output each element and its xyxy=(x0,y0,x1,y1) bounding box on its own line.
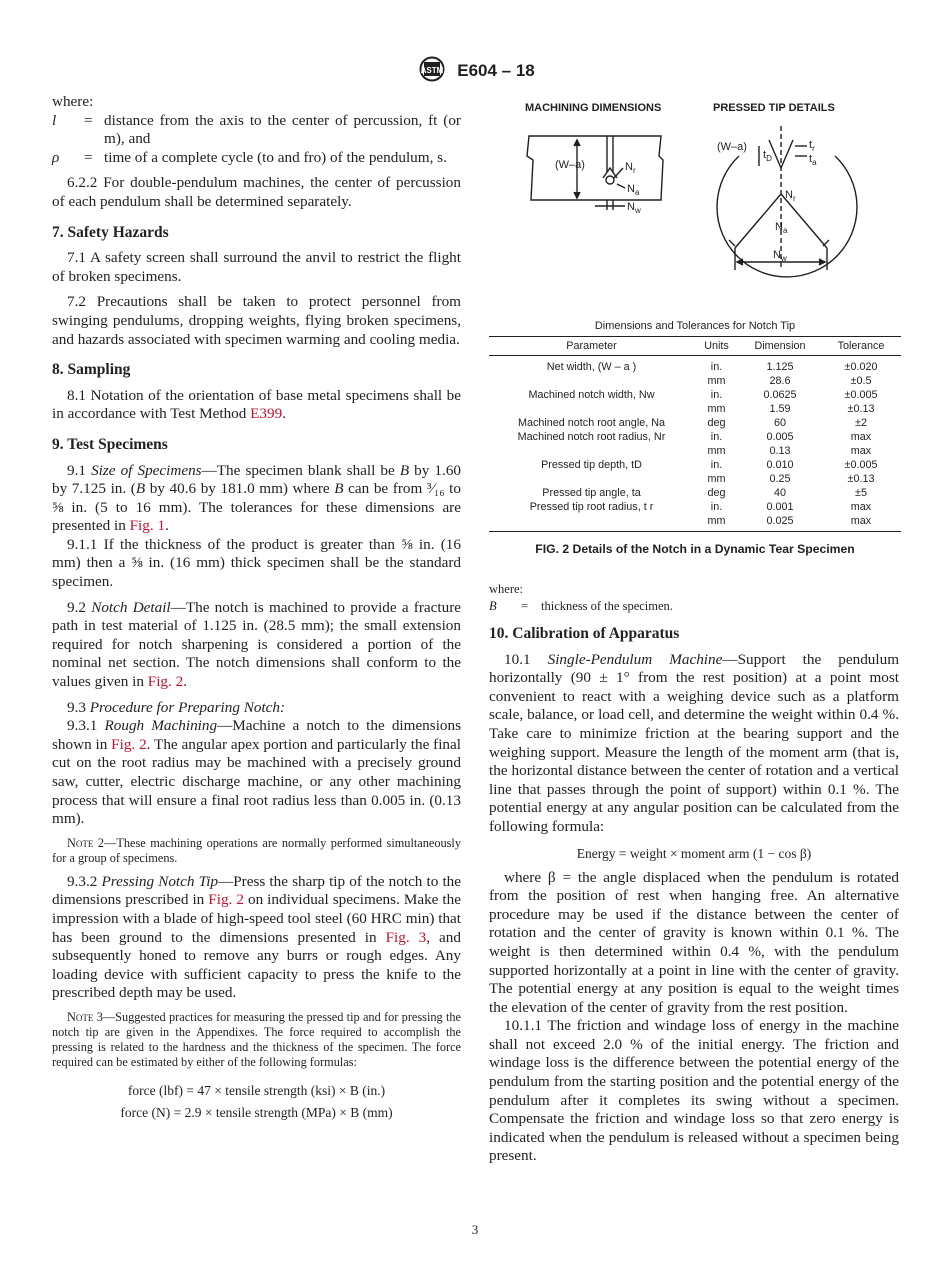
table-header-row xyxy=(489,337,901,356)
table-cell xyxy=(489,444,694,458)
symbol-nr: $N_r$ xyxy=(625,161,636,175)
paragraph-9-3-2: 9.3.2 Pressing Notch Tip—Press the sharp tip of the notch to the dimensions prescribed in Fig. 2 on individual specimens. Make the impression with a blade of high-speed tool steel (60 HRC min) that has been ground to the dimensions presented in Fig. 3, and subsequently honed to remove any burrs or rough edges. Any loading device with sufficient capacity to press the knife to the prescribed depth may be used. xyxy=(52,872,462,1002)
column-header: Tolerance xyxy=(821,337,901,356)
table-cell: 0.010 xyxy=(766,459,794,471)
table-cell: max xyxy=(850,445,872,457)
note-3: Note 3—Suggested practices for measuring the pressed tip and for pressing the notch tip are given in the Appendixes. The force required to accomplish the pressing is related to the hardness and the thickness of the specimen. The force required can be estimated by either of the following formulas: xyxy=(52,1009,461,1069)
table-cell: deg xyxy=(707,417,726,429)
table-cell xyxy=(489,402,694,416)
table-row xyxy=(489,388,901,402)
link-fig-2[interactable]: Fig. 2 xyxy=(208,891,244,909)
table-cell: Machined notch root radius, Nr xyxy=(517,431,666,443)
table-cell: ±0.005 xyxy=(844,459,878,471)
definition-row xyxy=(489,597,899,615)
paragraph-7-2: 7.2 Precautions shall be taken to protect personnel from swinging pendulums, dropping weights, flying broken specimens, and hazards associated with specimen warming and cooling media. xyxy=(52,293,461,348)
table-row xyxy=(489,430,901,444)
tolerance-table xyxy=(489,336,901,532)
paragraph-9-1-1: 9.1.1 If the thickness of the product is greater than ⅝ in. (16 mm) then a ⅝ in. (16 mm) thick specimen shall be the standard specimen. xyxy=(52,535,461,591)
table-cell: 40 xyxy=(773,487,786,499)
link-fig-1[interactable]: Fig. 1 xyxy=(129,517,166,535)
definition-text: distance from the axis to the center of percussion, ft (or m), and xyxy=(104,111,461,148)
column-header: Parameter xyxy=(489,337,694,356)
definition-text: time of a complete cycle (to and fro) of the pendulum, s. xyxy=(104,148,447,166)
table-cell: mm xyxy=(694,514,739,532)
logo-text: ASTM xyxy=(420,66,444,75)
symbol-tr: $t_r$ xyxy=(809,139,815,153)
machining-dimensions-drawing xyxy=(527,136,663,210)
paragraph-10-1: 10.1 Single-Pendulum Machine—Support the pendulum horizontally (90 ± 1° from the rest position) at a point most convenient to react with a weighing device such as a platform scale, balance, or load cell, and determine the weight within 0.4 %. Take care to minimize friction at the bearing support and the weighing support. Measure the length of the moment arm (that is, the horizontal distance between the center of rotation and a vertical line that passes through the point of support) within 0.1 %. The potential energy at any angular position can be calculated from the following formula: xyxy=(489,650,900,835)
table-cell: ±0.13 xyxy=(847,403,875,415)
symbol-w-minus-a: (W–a) xyxy=(555,159,585,171)
table-cell: in. xyxy=(710,389,723,401)
pressed-tip-labels xyxy=(717,139,817,263)
right-column xyxy=(489,582,899,1166)
table-cell: 1.59 xyxy=(769,403,791,415)
paragraph-9-3-1: 9.3.1 Rough Machining—Machine a notch to the dimensions shown in Fig. 2. The angular apex portion and particularly the final cut on the root radius may be machined with a precisely ground saw, cutter, electric discharge machine, or any other machining process that will ensure a final root radius less than 0.005 in. (0.13 mm). xyxy=(52,717,462,828)
table-cell: mm xyxy=(707,375,726,387)
paragraph-7-1: 7.1 A safety screen shall surround the anvil to restrict the flight of broken specimens. xyxy=(52,249,461,285)
paragraph-9-2: 9.2 Notch Detail—The notch is machined to provide a fracture path in test material of 1.125 in. (28.5 mm); the small extension required for notch sharpening is considered a portion of the nominal net section. The notch dimensions shall conform to the values given in Fig. 2. xyxy=(52,598,461,691)
table-cell: 0.25 xyxy=(769,473,791,485)
column-header: Dimension xyxy=(739,337,821,356)
symbol-na: $N_a$ xyxy=(775,221,788,235)
table-cell: in. xyxy=(710,431,723,443)
definition-row xyxy=(52,112,461,149)
section-heading-9: 9. Test Specimens xyxy=(52,435,168,453)
paragraph-9-3: 9.3 Procedure for Preparing Notch: xyxy=(67,698,286,716)
figure-caption: FIG. 2 Details of the Notch in a Dynamic Tear Specimen xyxy=(535,542,855,556)
astm-logo-icon xyxy=(415,56,449,87)
table-row xyxy=(489,500,901,514)
table-cell: in. xyxy=(710,361,723,373)
table-cell: ±0.005 xyxy=(844,389,878,401)
table-row xyxy=(489,416,901,430)
paragraph-9-1: 9.1 Size of Specimens—The specimen blank shall be B by 1.60 by 7.125 in. (B by 40.6 by 181.0 mm) where B can be from ³⁄₁₆ to ⅝ in. (5 to 16 mm). The tolerances for these dimensions are presented in Fig. 1. xyxy=(52,461,462,535)
page-number: 3 xyxy=(471,1222,479,1237)
table-cell: 1.125 xyxy=(766,361,794,373)
where-label: where: xyxy=(489,582,524,596)
table-cell: Net width, (W – a ) xyxy=(546,361,637,373)
table-cell xyxy=(489,374,694,388)
table-cell: max xyxy=(850,501,872,513)
table-row xyxy=(489,458,901,472)
table-cell: Pressed tip depth, tD xyxy=(541,459,642,471)
table-cell: 0.005 xyxy=(766,431,794,443)
link-fig-3[interactable]: Fig. 3 xyxy=(385,928,427,946)
document-id: E604 – 18 xyxy=(457,60,535,80)
table-cell: Machined notch width, Nw xyxy=(528,389,655,401)
definition-equals: = xyxy=(84,111,93,129)
section-heading-8: 8. Sampling xyxy=(52,361,131,379)
table-cell: max xyxy=(821,514,901,532)
table-cell: mm xyxy=(707,403,726,415)
table-cell: Pressed tip root radius, t r xyxy=(529,501,654,513)
symbol-w-minus-a: (W–a) xyxy=(717,141,747,153)
paragraph-6-2-2: 6.2.2 For double-pendulum machines, the center of percussion of each pendulum shall be determined separately. xyxy=(52,174,461,210)
table-row xyxy=(489,444,901,458)
table-cell: 0.025 xyxy=(739,514,821,532)
symbol-nw: $N_w$ xyxy=(627,201,641,215)
table-cell: Machined notch root angle, Na xyxy=(517,417,666,429)
symbol-na: $N_a$ xyxy=(627,183,640,197)
table-cell: 28.6 xyxy=(769,375,791,387)
table-cell: 60 xyxy=(773,417,786,429)
label-machining-dimensions: MACHINING DIMENSIONS xyxy=(525,102,662,114)
table-cell: max xyxy=(850,431,872,443)
table-caption: Dimensions and Tolerances for Notch Tip xyxy=(594,320,796,332)
column-header: Units xyxy=(694,337,739,356)
table-cell: mm xyxy=(707,473,726,485)
table-cell: mm xyxy=(707,445,726,457)
table-row xyxy=(489,356,901,375)
table-row xyxy=(489,472,901,486)
symbol-nr: $N_r$ xyxy=(785,189,796,203)
link-fig-2[interactable]: Fig. 2 xyxy=(111,735,147,753)
paragraph-10-1-1: 10.1.1 The friction and windage loss of energy in the machine shall not exceed 2.0 % of the initial energy. The friction and windage loss is the difference between the potential energy of the pendulum from the starting position and the potential energy of the pendulum after it completes its swing without a specimen. Compensate the friction and windage loss so that zero energy is indicated when the pendulum is released without a specimen being present. xyxy=(489,1017,899,1165)
table-cell: ±5 xyxy=(855,487,867,499)
symbol-td: $t_D$ xyxy=(763,149,772,163)
formula-energy: Energy = weight × moment arm (1 − cos β) xyxy=(576,845,812,861)
table-cell: in. xyxy=(710,501,723,513)
table-cell: ±2 xyxy=(855,417,867,429)
table-cell: ±0.020 xyxy=(844,361,878,373)
table-cell: in. xyxy=(710,459,723,471)
definition-text: thickness of the specimen. xyxy=(541,599,673,613)
table-cell: deg xyxy=(707,487,726,499)
definition-equals: = xyxy=(84,148,93,166)
table-row xyxy=(489,486,901,500)
table-cell: Pressed tip angle, ta xyxy=(542,487,641,499)
formula-force-n: force (N) = 2.9 × tensile strength (MPa) × B (mm) xyxy=(120,1104,393,1120)
page-header xyxy=(0,56,950,87)
label-pressed-tip-details: PRESSED TIP DETAILS xyxy=(713,102,835,114)
notch-diagram xyxy=(489,120,901,320)
table-cell xyxy=(489,514,694,532)
where-label: where: xyxy=(52,93,94,110)
paragraph-10-1-continued: where β = the angle displaced when the pendulum is rotated from the position of rest when hanging free. An alternative procedure may be used if the distance between the center of rotation and the center of gravity is known within 0.1 %. The weight is then determined within 0.4 %, with the pendulum supported horizontally at a point in line with the center of gravity. The potential energy at any position is equal to the weight times the elevation of the center of gravity from the rest position. xyxy=(489,868,899,1016)
section-heading-10: 10. Calibration of Apparatus xyxy=(489,625,680,642)
formula-force-lbf: force (lbf) = 47 × tensile strength (ksi) × B (in.) xyxy=(127,1082,386,1098)
table-cell: 0.13 xyxy=(769,445,791,457)
paragraph-8-1: 8.1 Notation of the orientation of base metal specimens shall be in accordance with Test Method E399. xyxy=(52,386,461,423)
table-cell: 0.001 xyxy=(766,501,794,513)
symbol-nw: $N_w$ xyxy=(773,249,787,263)
table-row xyxy=(489,374,901,388)
table-cell xyxy=(489,472,694,486)
note-2: Note 2—These machining operations are normally performed simultaneously for a group of specimens. xyxy=(52,835,461,865)
definition-equals: = xyxy=(521,599,529,613)
table-row xyxy=(489,514,901,532)
link-e399[interactable]: E399 xyxy=(250,405,283,423)
link-fig-2[interactable]: Fig. 2 xyxy=(147,673,184,691)
definition-symbol: l xyxy=(52,111,57,129)
section-heading-7: 7. Safety Hazards xyxy=(52,223,169,241)
table-row xyxy=(489,402,901,416)
table-cell: ±0.5 xyxy=(850,375,872,387)
left-column xyxy=(52,93,461,1124)
definition-symbol: ρ xyxy=(52,148,60,166)
symbol-ta: $t_a$ xyxy=(809,153,817,167)
definition-symbol: B xyxy=(489,599,497,613)
definition-row xyxy=(52,149,461,168)
table-cell: ±0.13 xyxy=(847,473,875,485)
table-cell: 0.0625 xyxy=(763,389,797,401)
